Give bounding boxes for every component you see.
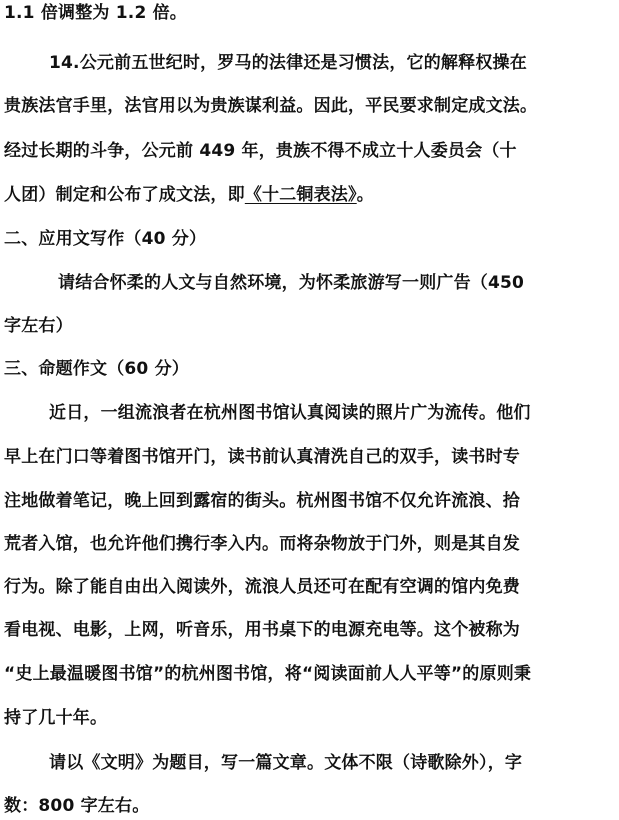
text-line-12: 注地做着笔记，晚上回到露宿的街头。杭州图书馆不仅允许流浪、拾 <box>4 491 520 511</box>
text-line-2: 14.公元前五世纪时，罗马的法律还是习惯法，它的解释权操在 <box>49 53 527 73</box>
text-line-5 <box>4 184 374 206</box>
text-line-14: 行为。除了能自由出入阅读外，流浪人员还可在配有空调的馆内免费 <box>4 577 520 597</box>
text-line-11: 早上在门口等着图书馆开门，读书前认真清洗自己的双手，读书时专 <box>4 447 520 467</box>
text-line-13: 荒者入馆，也允许他们携行李入内。而将杂物放于门外，则是其自发 <box>4 534 520 554</box>
section-heading-practical-writing: 二、应用文写作（40 分） <box>4 229 207 249</box>
text-line-19: 数：800 字左右。 <box>4 796 150 816</box>
text-line-16: “史上最温暖图书馆”的杭州图书馆，将“阅读面前人人平等”的原则秉 <box>4 664 532 684</box>
text-line-1: 1.1 倍调整为 1.2 倍。 <box>4 3 187 23</box>
twelve-tables-title: 《十二铜表法》 <box>244 185 357 205</box>
text-line-5-start: 人团）制定和公布了成文法，即 <box>4 185 245 205</box>
text-line-8: 字左右） <box>4 316 73 336</box>
text-line-10: 近日，一组流浪者在杭州图书馆认真阅读的照片广为流传。他们 <box>49 403 531 423</box>
text-line-5-end: 。 <box>356 185 374 205</box>
text-line-18: 请以《文明》为题目，写一篇文章。文体不限（诗歌除外），字 <box>49 753 523 773</box>
text-line-4: 经过长期的斗争，公元前 449 年，贵族不得不成立十人委员会（十 <box>4 141 517 161</box>
text-line-3: 贵族法官手里，法官用以为贵族谋利益。因此，平民要求制定成文法。 <box>4 96 538 116</box>
text-line-7: 请结合怀柔的人文与自然环境，为怀柔旅游写一则广告（450 <box>58 273 525 293</box>
section-heading-essay: 三、命题作文（60 分） <box>4 359 189 379</box>
text-line-15: 看电视、电影，上网，听音乐，用书桌下的电源充电等。这个被称为 <box>4 620 520 640</box>
text-line-17: 持了几十年。 <box>4 708 108 728</box>
